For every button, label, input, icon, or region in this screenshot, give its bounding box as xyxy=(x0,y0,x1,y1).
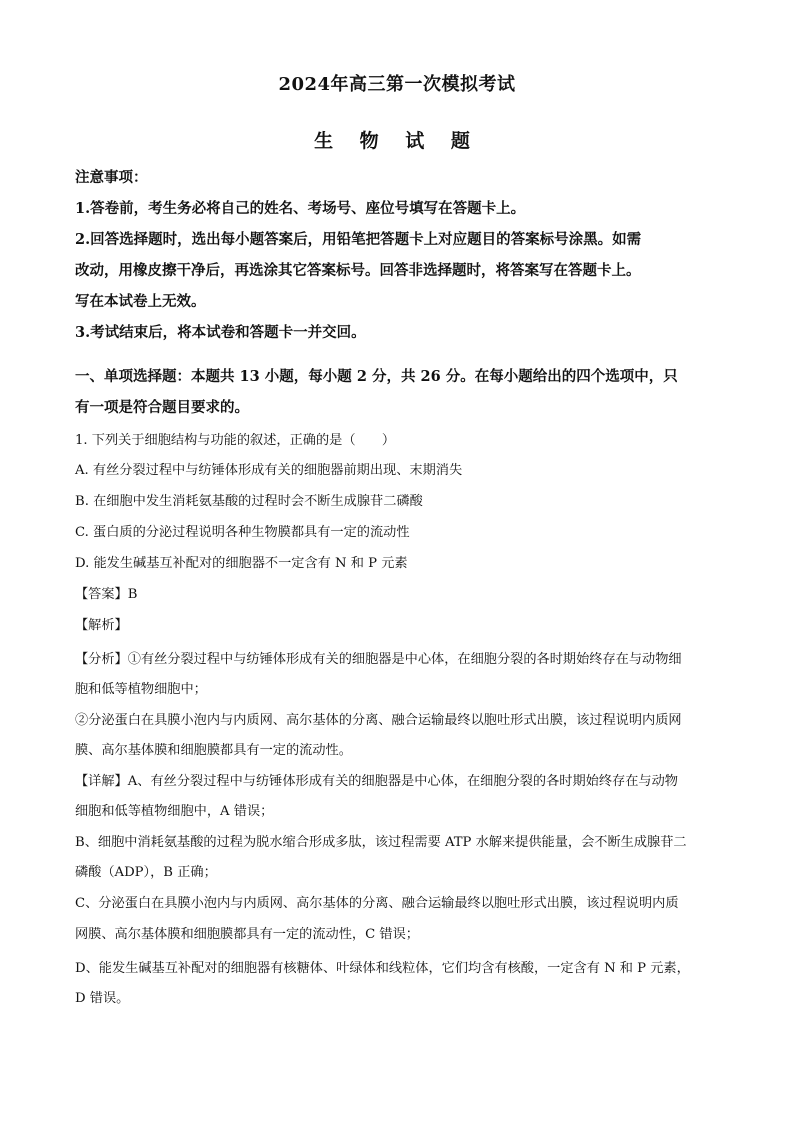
notice-item-2-cont: 改动，用橡皮擦干净后，再选涂其它答案标号。回答非选择题时，将答案写在答题卡上。 xyxy=(75,262,641,279)
answer-line: 【答案】B xyxy=(75,587,138,602)
explanation-line: C、分泌蛋白在具膜小泡内与内质网、高尔基体的分离、融合运输最终以胞吐形式出膜，该过程说明内质 xyxy=(75,896,679,911)
explanation-line: B、细胞中消耗氨基酸的过程为脱水缩合形成多肽，该过程需要 ATP 水解来提供能量，会不断生成腺苷二 xyxy=(75,835,687,850)
subject-title: 生 物 试 题 xyxy=(314,130,480,152)
notice-heading: 注意事项： xyxy=(75,169,148,186)
explanation-line: 磷酸（ADP），B 正确； xyxy=(75,865,217,880)
option-d: D. 能发生碱基互补配对的细胞器不一定含有 N 和 P 元素 xyxy=(75,556,408,571)
notice-item-2: 2.回答选择题时，选出每小题答案后，用铅笔把答题卡上对应题目的答案标号涂黑。如需 xyxy=(75,231,642,248)
explanation-line: 网膜、高尔基体膜和细胞膜都具有一定的流动性，C 错误； xyxy=(75,927,419,942)
explanation-line: D 错误。 xyxy=(75,991,130,1006)
option-b: B. 在细胞中发生消耗氨基酸的过程时会不断生成腺苷二磷酸 xyxy=(75,494,423,509)
option-c: C. 蛋白质的分泌过程说明各种生物膜都具有一定的流动性 xyxy=(75,525,410,540)
section-heading: 一、单项选择题：本题共 13 小题，每小题 2 分，共 26 分。在每小题给出的四个选项中，只 xyxy=(75,368,678,385)
explanation-line: 【详解】A、有丝分裂过程中与纺锤体形成有关的细胞器是中心体，在细胞分裂的各时期始终存在与动物 xyxy=(75,774,678,789)
explanation-line: 胞和低等植物细胞中； xyxy=(75,682,207,697)
explanation-line: 【分析】①有丝分裂过程中与纺锤体形成有关的细胞器是中心体，在细胞分裂的各时期始终存在与动物细 xyxy=(75,652,682,667)
option-a: A. 有丝分裂过程中与纺锤体形成有关的细胞器前期出现、末期消失 xyxy=(75,463,463,478)
explanation-line: 细胞和低等植物细胞中，A 错误； xyxy=(75,804,274,819)
analysis-label: 【解析】 xyxy=(75,618,128,633)
explanation-line: ②分泌蛋白在具膜小泡内与内质网、高尔基体的分离、融合运输最终以胞吐形式出膜，该过程说明内质网 xyxy=(75,713,682,728)
exam-title: 2024年高三第一次模拟考试 xyxy=(278,74,516,95)
question-stem: 1. 下列关于细胞结构与功能的叙述，正确的是（ ） xyxy=(75,433,396,448)
explanation-line: 膜、高尔基体膜和细胞膜都具有一定的流动性。 xyxy=(75,743,352,758)
explanation-line: D、能发生碱基互补配对的细胞器有核糖体、叶绿体和线粒体，它们均含有核酸，一定含有 N 和 P 元素， xyxy=(75,961,690,976)
notice-item-1: 1.答卷前，考生务必将自己的姓名、考场号、座位号填写在答题卡上。 xyxy=(75,200,526,217)
section-heading-cont: 有一项是符合题目要求的。 xyxy=(75,399,249,416)
notice-item-3: 3.考试结束后，将本试卷和答题卡一并交回。 xyxy=(75,324,366,341)
notice-item-2-end: 写在本试卷上无效。 xyxy=(75,293,206,310)
